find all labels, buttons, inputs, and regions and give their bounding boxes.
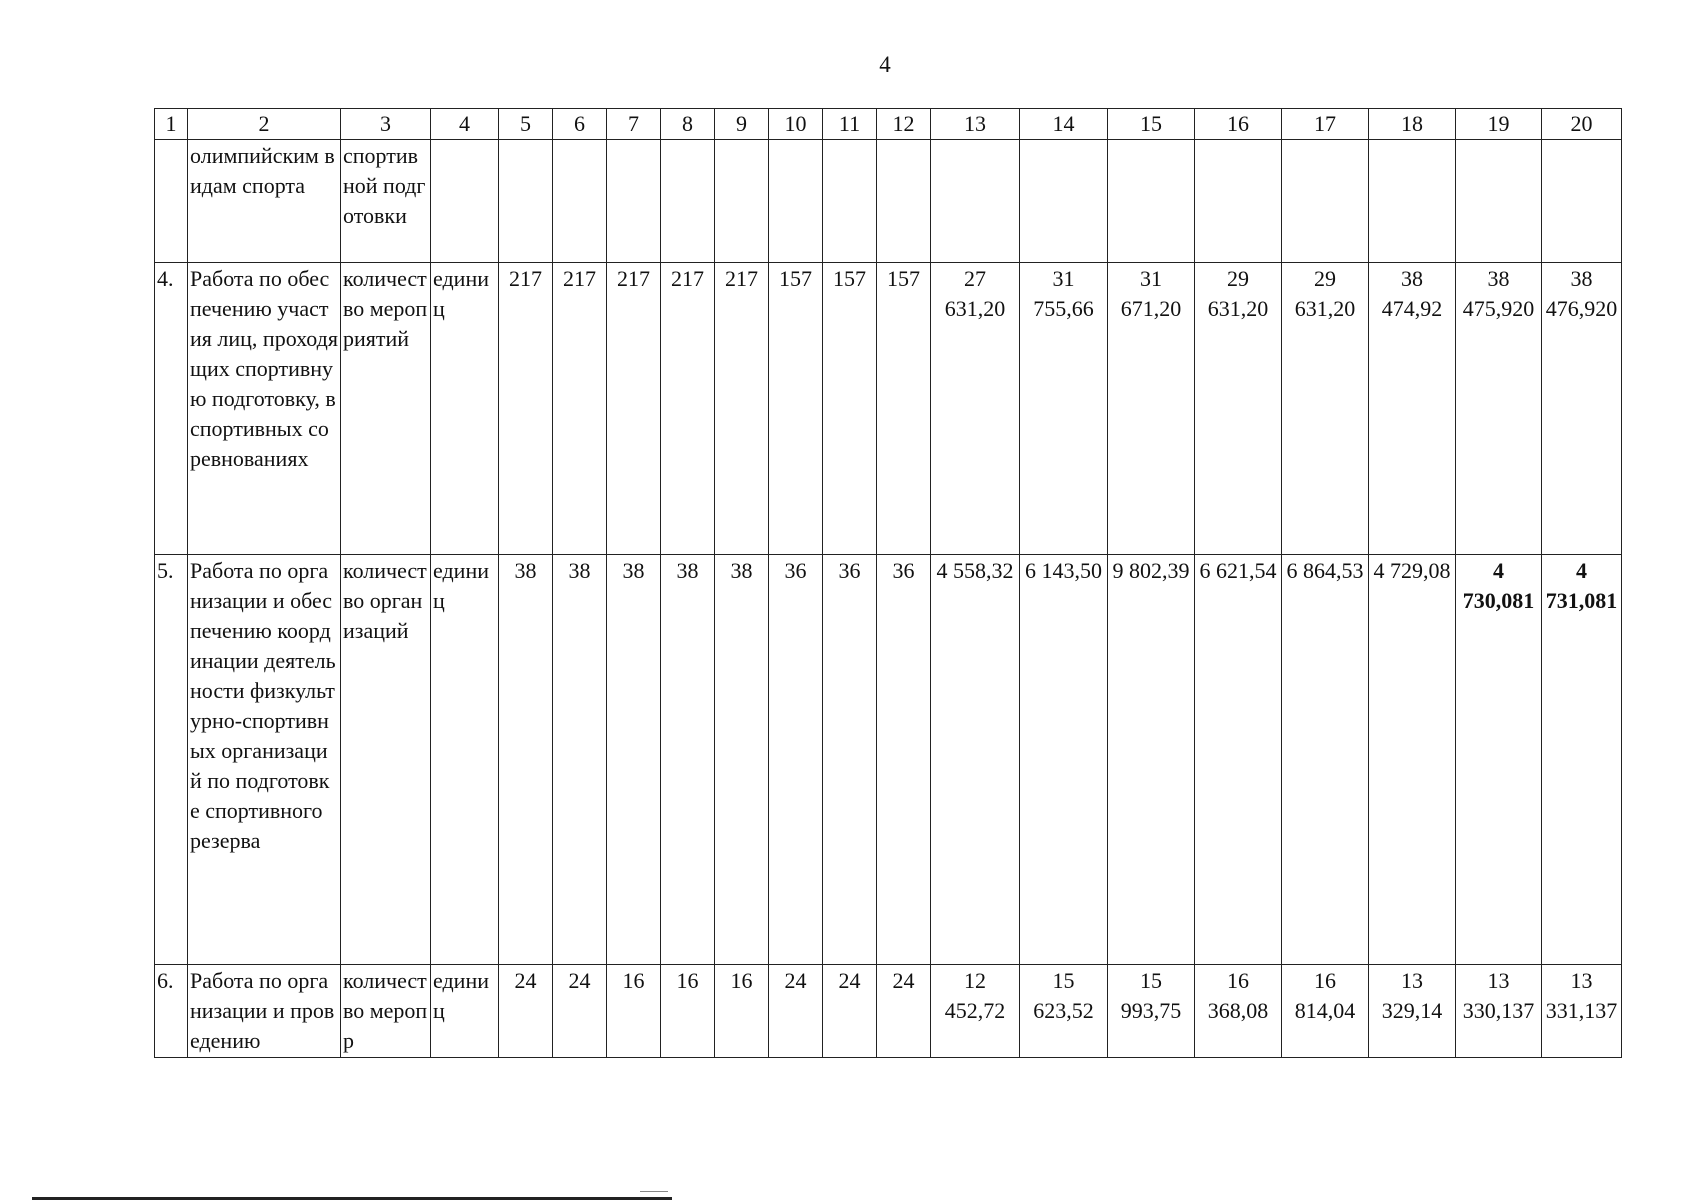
value-cell [1195,140,1282,263]
value-cell: 27 631,20 [931,263,1020,555]
value-cell: 16 368,08 [1195,965,1282,1058]
value-cell [823,140,877,263]
indicator-name: количество организаций [341,555,431,965]
column-header: 5 [499,109,553,140]
column-header: 1 [155,109,188,140]
value-cell [1369,140,1456,263]
unit [431,140,499,263]
column-header: 7 [607,109,661,140]
value-cell: 4 729,08 [1369,555,1456,965]
value-cell [1020,140,1108,263]
value-cell [553,140,607,263]
column-header: 12 [877,109,931,140]
indicator-name: количество меропр [341,965,431,1058]
value-cell [931,140,1020,263]
header-row [155,109,1622,140]
unit: единиц [431,555,499,965]
value-cell: 157 [877,263,931,555]
column-header: 4 [431,109,499,140]
value-cell: 38 [661,555,715,965]
value-cell: 36 [769,555,823,965]
value-cell: 15 993,75 [1108,965,1195,1058]
value-cell: 16 814,04 [1282,965,1369,1058]
value-cell: 4 731,081 [1542,555,1622,965]
value-cell: 38 476,920 [1542,263,1622,555]
value-cell: 24 [553,965,607,1058]
value-cell: 217 [553,263,607,555]
value-cell: 29 631,20 [1282,263,1369,555]
table-row [155,965,1622,1058]
value-cell: 36 [877,555,931,965]
value-cell: 9 802,39 [1108,555,1195,965]
work-name: Работа по обеспечению участия лиц, проходящих спортивную подготовку, в спортивных соревнованиях [188,263,341,555]
value-cell: 15 623,52 [1020,965,1108,1058]
row-number: 4. [155,263,188,555]
footer-rule-faint [640,1191,668,1192]
indicator-name: количество мероприятий [341,263,431,555]
data-table [154,108,1622,1058]
value-cell: 16 [715,965,769,1058]
column-header: 17 [1282,109,1369,140]
table-row [155,555,1622,965]
value-cell: 217 [607,263,661,555]
value-cell: 157 [823,263,877,555]
column-header: 18 [1369,109,1456,140]
column-header: 10 [769,109,823,140]
value-cell: 24 [877,965,931,1058]
value-cell: 217 [499,263,553,555]
value-cell: 13 329,14 [1369,965,1456,1058]
indicator-name: спортивной подготовки [341,140,431,263]
value-cell [1542,140,1622,263]
value-cell: 6 864,53 [1282,555,1369,965]
value-cell: 38 475,920 [1456,263,1542,555]
value-cell [769,140,823,263]
column-header: 13 [931,109,1020,140]
value-cell [607,140,661,263]
work-name: Работа по организации и проведению [188,965,341,1058]
value-cell [1282,140,1369,263]
value-cell [715,140,769,263]
column-header: 16 [1195,109,1282,140]
column-header: 8 [661,109,715,140]
value-cell: 16 [661,965,715,1058]
value-cell: 4 730,081 [1456,555,1542,965]
value-cell: 38 [553,555,607,965]
unit: единиц [431,965,499,1058]
value-cell: 38 [607,555,661,965]
column-header: 19 [1456,109,1542,140]
value-cell: 13 330,137 [1456,965,1542,1058]
value-cell: 31 755,66 [1020,263,1108,555]
column-header: 3 [341,109,431,140]
column-header: 20 [1542,109,1622,140]
column-header: 14 [1020,109,1108,140]
row-number: 5. [155,555,188,965]
value-cell: 217 [715,263,769,555]
work-name: Работа по организации и обеспечению координации деятельности физкультурно-спортивных организаций по подготовке спортивного резерва [188,555,341,965]
value-cell [1108,140,1195,263]
value-cell: 157 [769,263,823,555]
table-row [155,263,1622,555]
value-cell: 38 [499,555,553,965]
value-cell: 31 671,20 [1108,263,1195,555]
value-cell: 16 [607,965,661,1058]
column-header: 6 [553,109,607,140]
value-cell: 24 [499,965,553,1058]
value-cell: 217 [661,263,715,555]
value-cell: 13 331,137 [1542,965,1622,1058]
column-header: 9 [715,109,769,140]
value-cell [877,140,931,263]
row-number: 6. [155,965,188,1058]
value-cell: 24 [769,965,823,1058]
value-cell [661,140,715,263]
value-cell: 6 143,50 [1020,555,1108,965]
value-cell: 24 [823,965,877,1058]
row-number [155,140,188,263]
column-header: 11 [823,109,877,140]
column-header: 15 [1108,109,1195,140]
value-cell: 29 631,20 [1195,263,1282,555]
value-cell [1456,140,1542,263]
value-cell: 6 621,54 [1195,555,1282,965]
value-cell: 4 558,32 [931,555,1020,965]
column-header: 2 [188,109,341,140]
work-name: олимпийским видам спорта [188,140,341,263]
page-number: 4 [879,52,891,77]
value-cell [499,140,553,263]
unit: единиц [431,263,499,555]
value-cell: 36 [823,555,877,965]
table-row [155,140,1622,263]
value-cell: 38 474,92 [1369,263,1456,555]
value-cell: 38 [715,555,769,965]
value-cell: 12 452,72 [931,965,1020,1058]
